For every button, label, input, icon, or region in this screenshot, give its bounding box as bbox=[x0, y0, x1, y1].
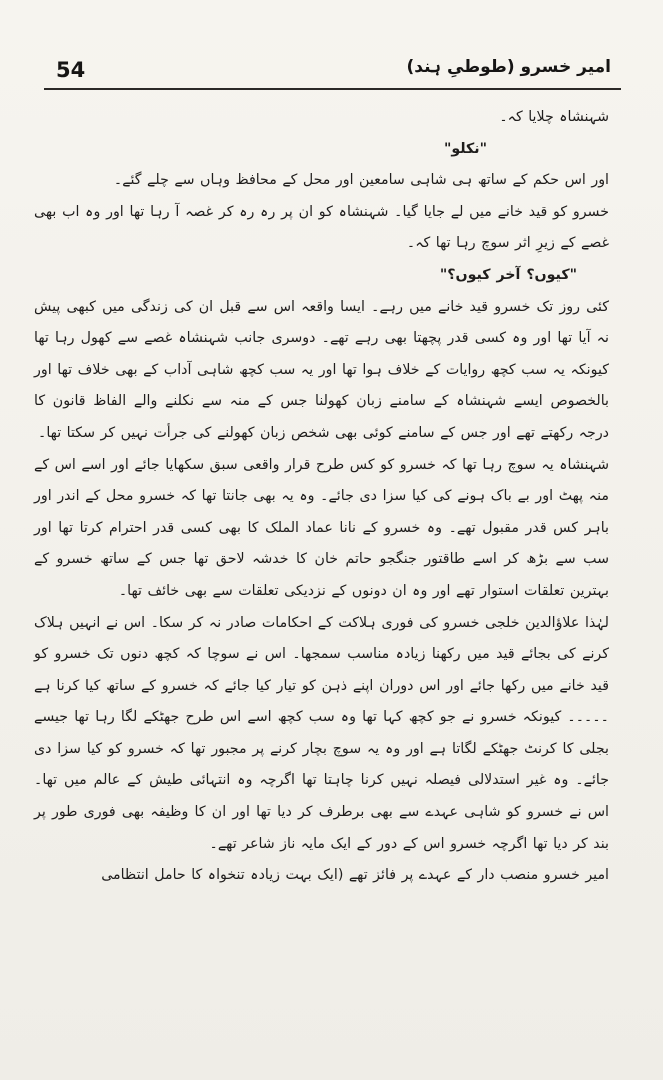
running-title: امیر خسرو (طوطیِ ہند) bbox=[406, 57, 611, 77]
paragraph: "کیوں؟ آخر کیوں؟" bbox=[439, 266, 577, 283]
paragraph: خسرو کو قید خانے میں لے جایا گیا۔ شہنشاہ کو ان پر رہ رہ کر غصہ آ رہا تھا اور وہ اب بھی غصے کے زیرِ اثر سوچ رہا تھا کہ۔ bbox=[34, 203, 609, 252]
page-body bbox=[34, 102, 621, 892]
paragraph: شہنشاہ چلایا کہ۔ bbox=[499, 109, 609, 125]
page-header bbox=[46, 56, 619, 90]
paragraph: لہٰذا علاؤالدین خلجی خسرو کی فوری ہلاکت کے احکامات صادر نہ کر سکا۔ اس نے انہیں ہلاک کرنے کی بجائے قید میں رکھنا زیادہ مناسب سمجھا۔ اس نے سوچا کہ کچھ دنوں تک خسرو کو قید خانے میں رکھا جائے اور اس دوران اپنے ذہن کو تیار کیا جائے کہ خسرو کے ساتھ کیا کرنا ہے ۔۔۔۔۔ کیونکہ خسرو نے جو کچھ کہا تھا وہ سب کچھ اسے اس طرح جھٹکے لگا رہا تھا جیسے بجلی کا کرنٹ جھٹکے لگاتا ہے اور وہ یہ سوچ بچار کرنے پر مجبور تھا کہ خسرو کو کیا سزا دی جائے۔ وہ غیر استدلالی فیصلہ نہیں کرنا چاہتا تھا اگرچہ وہ انتہائی طیش کے عالم میں تھا۔ اس نے خسرو کو شاہی عہدے سے بھی برطرف کر دیا تھا اور ان کا وظیفہ بھی فوری طور پر بند کر دیا تھا اگرچہ خسرو اس کے دور کے ایک مایہ ناز شاعر تھے۔ bbox=[34, 614, 609, 852]
paragraph: "نکلو" bbox=[443, 140, 487, 157]
header-rule bbox=[44, 88, 621, 90]
page-number: 54 bbox=[56, 58, 86, 82]
paragraph: امیر خسرو منصب دار کے عہدے پر فائز تھے (ایک بہت زیادہ تنخواہ کا حامل انتظامی bbox=[101, 867, 609, 884]
paragraph: کئی روز تک خسرو قید خانے میں رہے۔ ایسا واقعہ اس سے قبل ان کی زندگی میں کبھی پیش نہ آیا تھا اور وہ کسی قدر پچھتا بھی رہے تھے۔ دوسری جانب شہنشاہ غصے سے کھول رہا تھا کیونکہ یہ سب کچھ روایات کے خلاف ہوا تھا اور یہ سب کچھ شاہی آداب کے بھی خلاف تھا اور بالخصوص ایسے شہنشاہ کے سامنے زبان کھولنا جس کے منہ سے نکلنے والے الفاظ قانون کا درجہ رکھتے تھے اور جس کے سامنے کوئی بھی شخص زبان کھولنے کی جرأت نہیں کر سکتا تھا۔ bbox=[34, 298, 609, 441]
paragraph: اور اس حکم کے ساتھ ہی شاہی سامعین اور محل کے محافظ وہاں سے چلے گئے۔ bbox=[113, 172, 609, 189]
paragraph: شہنشاہ یہ سوچ رہا تھا کہ خسرو کو کس طرح قرار واقعی سبق سکھایا جائے اور اسے اس کے منہ پھٹ اور بے باک ہونے کی کیا سزا دی جائے۔ وہ یہ بھی جانتا تھا کہ خسرو محل کے اندر اور باہر کس قدر مقبول تھے۔ وہ خسرو کے نانا عماد الملک کا بھی کسی قدر احترام کرتا تھا اور سب سے بڑھ کر اسے طاقتور جنگجو حاتم خان کا خدشہ لاحق تھا جس کے ساتھ خسرو کے بہترین تعلقات استوار تھے اور وہ ان دونوں کے نزدیکی تعلقات سے بھی خائف تھا۔ bbox=[34, 456, 609, 599]
